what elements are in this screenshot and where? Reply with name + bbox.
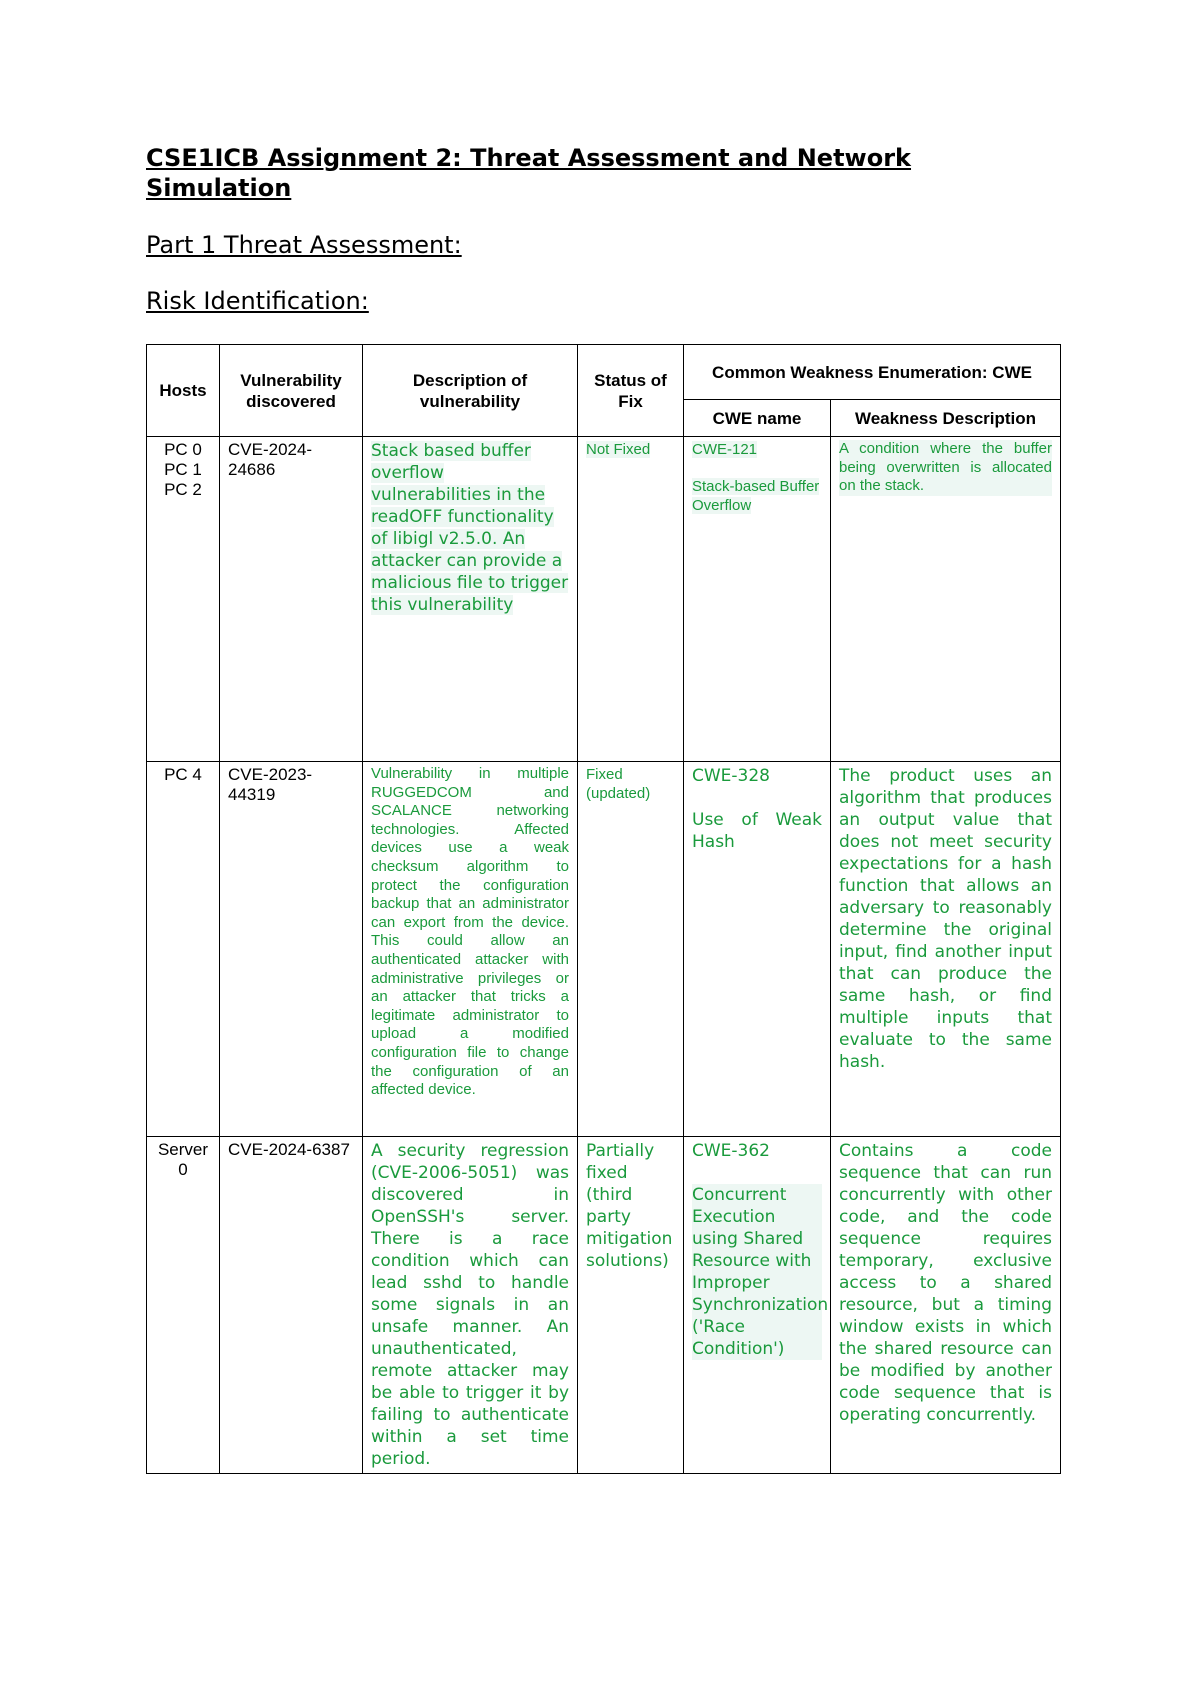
host-name: PC 2 xyxy=(164,480,202,499)
cwe-name-cell xyxy=(684,1137,831,1474)
description-cell xyxy=(363,762,578,1137)
weakness-text: Contains a code sequence that can run concurrently with other code, and the code sequence requires temporary, exclusive access to a shared resource, but a timing window exists in which the shared resource can be modified by another code sequence that is operating concurrently. xyxy=(839,1141,1052,1425)
weakness-text: A condition where the buffer being overwritten is allocated on the stack. xyxy=(839,440,1052,495)
cwe-id: CWE-121 xyxy=(692,441,758,458)
host-name: PC 1 xyxy=(164,460,202,479)
cve-cell: CVE-2023-44319 xyxy=(220,762,363,1137)
cwe-name-cell xyxy=(684,437,831,762)
table-row xyxy=(147,762,1061,1137)
description-cell xyxy=(363,437,578,762)
status-text: Fixed (updated) xyxy=(586,766,651,802)
document-title: CSE1ICB Assignment 2: Threat Assessment and Network Simulation xyxy=(146,144,912,202)
cwe-name-cell xyxy=(684,762,831,1137)
description-text: Vulnerability in multiple RUGGEDCOM and SCALANCE networking technologies. Affected devices use a weak checksum algorithm to protect the configuration backup that an administrator can export from the device. This could allow an authenticated attacker with administrative privileges or an attacker that tricks a legitimate administrator to upload a modified configuration file to change the configuration of an affected device. xyxy=(371,765,569,1099)
description-text: A security regression (CVE-2006-5051) was discovered in OpenSSH's server. There is a race condition which can lead sshd to handle some signals in an unsafe manner. An unauthenticated, remote attacker may be able to trigger it by failing to authenticate within a set time period. xyxy=(371,1141,569,1469)
header-cwe-group: Common Weakness Enumeration: CWE xyxy=(684,345,1061,400)
cwe-name: Concurrent Execution using Shared Resource with Improper Synchronization ('Race Condition') xyxy=(692,1185,829,1359)
host-cell xyxy=(147,437,220,762)
weakness-cell xyxy=(831,1137,1061,1474)
description-cell xyxy=(363,1137,578,1474)
status-text: Partially fixed (third party mitigation solutions) xyxy=(586,1141,673,1271)
cwe-id: CWE-328 xyxy=(692,766,771,786)
header-description: Description of vulnerability xyxy=(363,345,578,437)
table-header-row xyxy=(147,345,1061,400)
host-cell xyxy=(147,762,220,1137)
weakness-text: The product uses an algorithm that produces an output value that does not meet security expectations for a hash function that allows an adversary to reasonably determine the original input, find another input that can produce the same hash, or find multiple inputs that evaluate to the same hash. xyxy=(839,766,1052,1072)
status-text: Not Fixed xyxy=(586,441,651,458)
cwe-name: Stack-based Buffer Overflow xyxy=(692,478,820,514)
part-heading: Part 1 Threat Assessment: xyxy=(146,231,462,259)
status-cell xyxy=(578,437,684,762)
status-cell xyxy=(578,1137,684,1474)
header-weakness-description: Weakness Description xyxy=(831,400,1061,437)
risk-identification-table xyxy=(146,344,1061,1474)
header-vulnerability: Vulnerability discovered xyxy=(220,345,363,437)
table-row xyxy=(147,437,1061,762)
cwe-id: CWE-362 xyxy=(692,1141,771,1161)
cve-cell: CVE-2024-6387 xyxy=(220,1137,363,1474)
header-status: Status of Fix xyxy=(578,345,684,437)
host-cell xyxy=(147,1137,220,1474)
cve-cell: CVE-2024-24686 xyxy=(220,437,363,762)
header-cwe-name: CWE name xyxy=(684,400,831,437)
description-text: Stack based buffer overflow vulnerabilities in the readOFF functionality of libigl v2.5.0. An attacker can provide a malicious file to trigger this vulnerability xyxy=(371,441,569,615)
host-name: PC 4 xyxy=(164,765,202,784)
cwe-name: Use of Weak Hash xyxy=(692,810,822,852)
weakness-cell xyxy=(831,437,1061,762)
host-name: PC 0 xyxy=(164,440,202,459)
section-heading: Risk Identification: xyxy=(146,287,369,315)
header-hosts: Hosts xyxy=(147,345,220,437)
status-cell xyxy=(578,762,684,1137)
table-row xyxy=(147,1137,1061,1474)
host-name: Server0 xyxy=(157,1140,209,1179)
weakness-cell xyxy=(831,762,1061,1137)
